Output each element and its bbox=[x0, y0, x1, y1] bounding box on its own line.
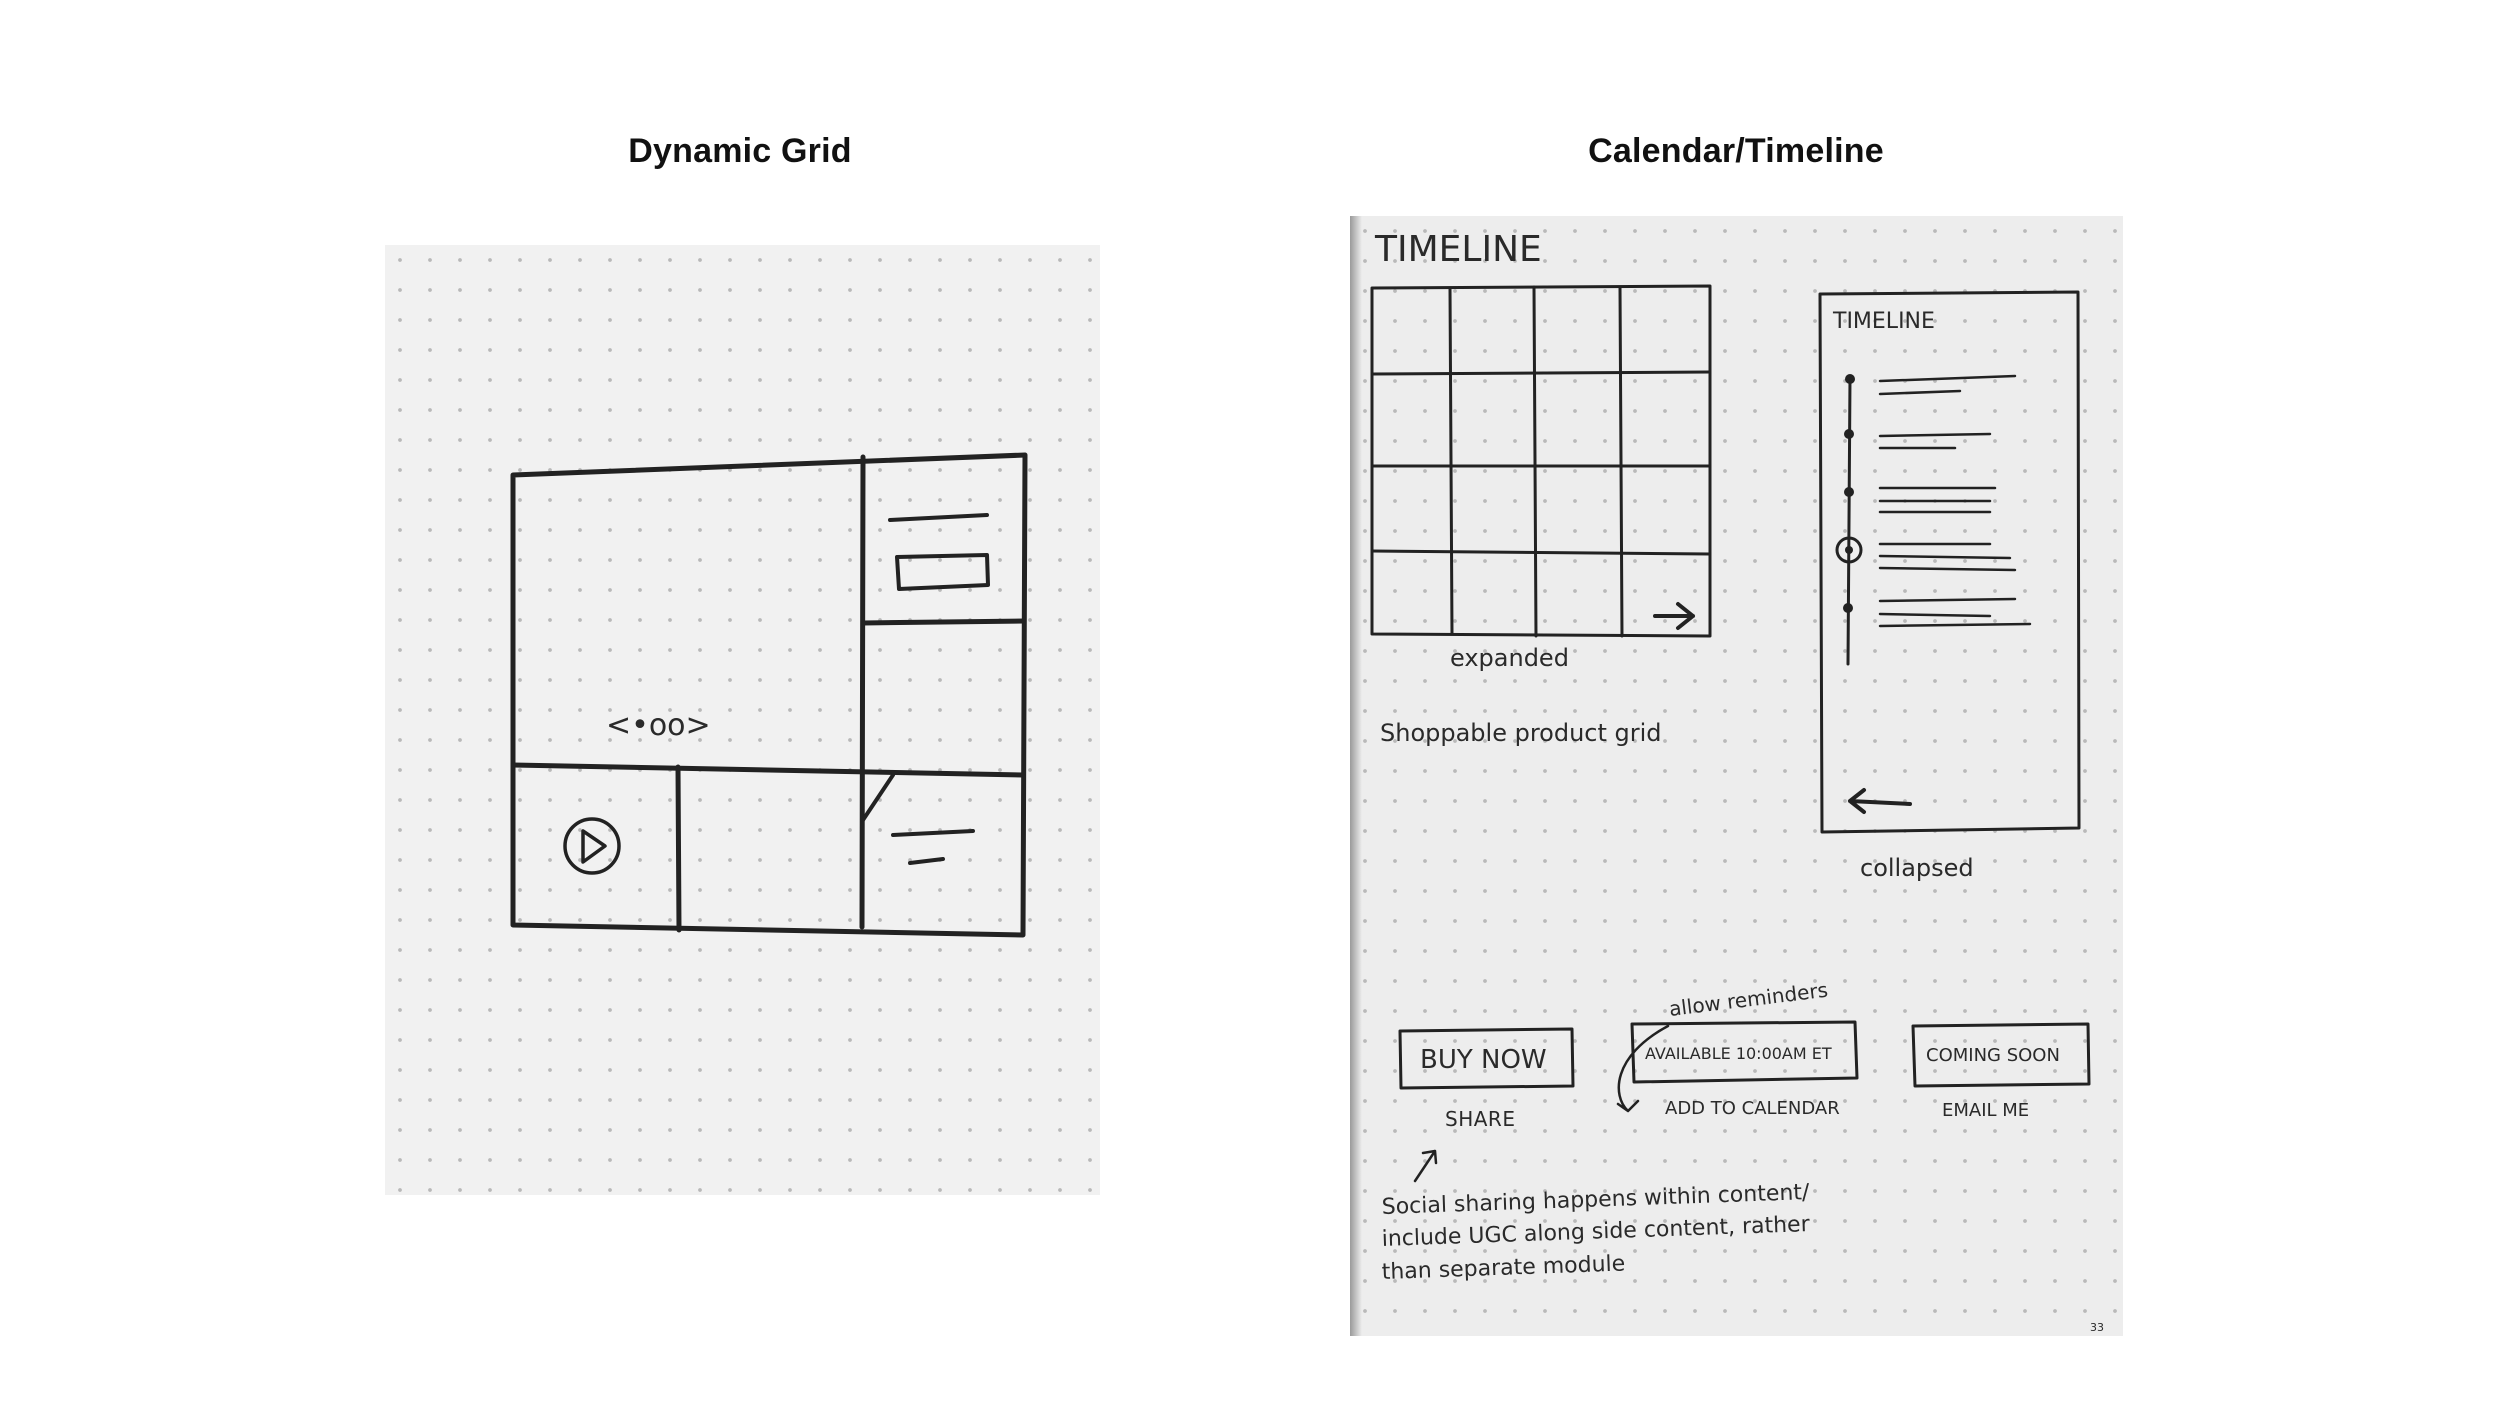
timeline-axis bbox=[1848, 378, 1850, 664]
grid-cell-text-line-1 bbox=[893, 831, 973, 835]
carousel-indicator bbox=[606, 708, 711, 743]
panel-title-calendar-timeline: Calendar/Timeline bbox=[1588, 132, 1884, 170]
sidebar-caption-collapsed: collapsed bbox=[1860, 854, 1974, 882]
share-label: SHARE bbox=[1445, 1107, 1516, 1131]
grid-right-divider bbox=[863, 621, 1024, 623]
grid-caption-expanded: expanded bbox=[1450, 644, 1569, 672]
available-button bbox=[1632, 1022, 1857, 1082]
grid-description: Shoppable product grid bbox=[1380, 719, 1662, 747]
grid-cell-text-line-2 bbox=[910, 859, 943, 863]
timeline-heading: TIMELINE bbox=[1375, 229, 1542, 270]
grid-cell-button-box bbox=[897, 555, 988, 589]
calendar-timeline-sketch bbox=[1350, 216, 2123, 1336]
calendar-timeline-drawing bbox=[1350, 216, 2123, 1336]
arrow-left-icon bbox=[1850, 790, 1910, 812]
email-me-label: EMAIL ME bbox=[1942, 1100, 2030, 1121]
grid-cell-corner-mark bbox=[863, 775, 893, 820]
buy-now-label: BUY NOW bbox=[1420, 1045, 1547, 1075]
timeline-dot bbox=[1844, 487, 1854, 497]
buy-now-button bbox=[1400, 1029, 1573, 1088]
grid-outer-frame bbox=[513, 455, 1025, 935]
share-arrow bbox=[1415, 1151, 1436, 1181]
dynamic-grid-sketch bbox=[385, 245, 1100, 1195]
timeline-dot bbox=[1843, 603, 1853, 613]
page-number: 33 bbox=[2090, 1321, 2104, 1334]
grid-vertical-divider bbox=[862, 457, 863, 927]
arrow-right-icon bbox=[1655, 604, 1693, 628]
grid-bottom-row-divider bbox=[513, 765, 1023, 775]
note-line-1: Social sharing happens within content/ bbox=[1381, 1180, 1810, 1220]
timeline-dot bbox=[1844, 429, 1854, 439]
panel-title-dynamic-grid: Dynamic Grid bbox=[628, 132, 852, 170]
coming-soon-button bbox=[1913, 1024, 2089, 1086]
expanded-calendar-grid bbox=[1372, 286, 1710, 636]
note-line-2: include UGC along side content, rather bbox=[1381, 1212, 1811, 1252]
note-line-3: than separate module bbox=[1381, 1251, 1626, 1285]
timeline-sidebar bbox=[1820, 292, 2079, 832]
annotation-allow-reminders: allow reminders bbox=[1667, 977, 1830, 1021]
grid-bottom-cell-divider bbox=[678, 767, 679, 930]
timeline-dot bbox=[1845, 374, 1855, 384]
grid-cell-line bbox=[890, 515, 987, 520]
annotation-curve-arrow bbox=[1618, 1026, 1668, 1111]
add-to-calendar-label: ADD TO CALENDAR bbox=[1665, 1098, 1840, 1119]
carousel-indicator-label: <•oo> bbox=[606, 708, 711, 743]
timeline-sidebar-title: TIMELINE bbox=[1833, 309, 1935, 334]
available-label: AVAILABLE 10:00AM ET bbox=[1645, 1044, 1832, 1063]
coming-soon-label: COMING SOON bbox=[1926, 1045, 2060, 1066]
dynamic-grid-drawing bbox=[385, 245, 1100, 1195]
play-icon bbox=[565, 819, 619, 873]
